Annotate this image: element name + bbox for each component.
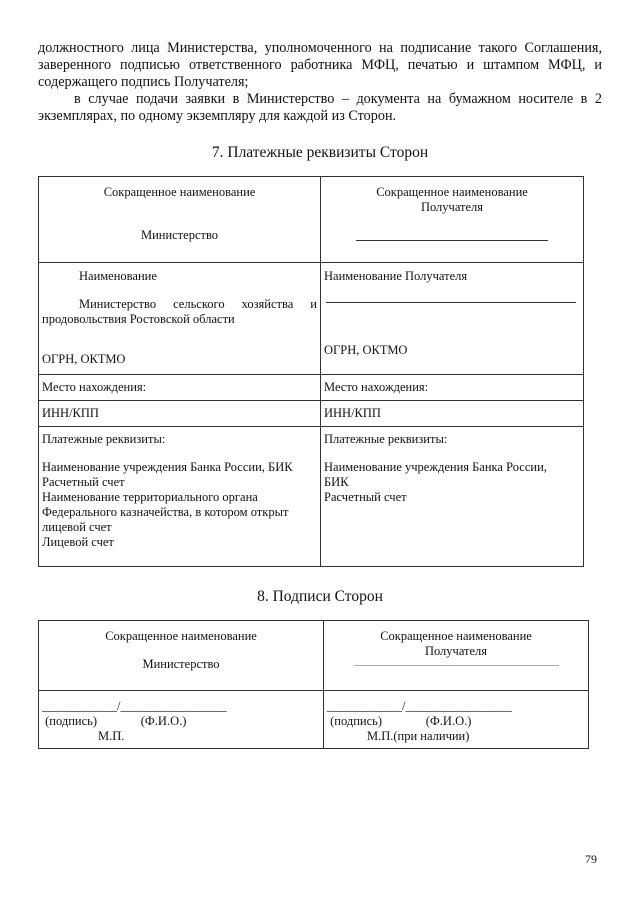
recipient-name-label: Наименование Получателя: [324, 269, 468, 283]
signature-line: ____________/_________________: [327, 699, 512, 713]
ministry-inn-cell: [39, 401, 321, 427]
ministry-short-name: Министерство: [140, 228, 219, 242]
payment-details-row: [39, 427, 584, 567]
payment-line: Лицевой счет: [42, 535, 114, 549]
recipient-signature-cell: [324, 691, 589, 749]
section-7-title: 7. Платежные реквизиты Сторон: [211, 144, 429, 161]
signature-lines-row: [39, 691, 589, 749]
payment-line: Наименование учреждения Банка России,: [324, 460, 547, 474]
inn-row: [39, 401, 584, 427]
short-name-label: Сокращенное наименование: [376, 185, 528, 199]
payment-line: Расчетный счет: [324, 490, 407, 504]
location-label: Место нахождения:: [324, 380, 429, 394]
inn-kpp-label: ИНН/КПП: [324, 406, 381, 420]
location-row: [39, 375, 584, 401]
ministry-signature-name-cell: [39, 621, 324, 691]
recipient-label: Получателя: [424, 644, 488, 658]
signature-caption: (подпись) (Ф.И.О.): [42, 714, 187, 728]
ministry-name-line-2: продовольствия Ростовской области: [42, 312, 235, 326]
recipient-name-blank: [326, 302, 576, 303]
payment-details-table: [38, 176, 584, 567]
ogrn-oktmo-label: ОГРН, ОКТМО: [324, 343, 408, 357]
recipient-short-name-blank: [354, 665, 559, 666]
recipient-inn-cell: [321, 401, 584, 427]
recipient-short-name-cell: [321, 177, 584, 263]
short-name-label: Сокращенное наименование: [105, 629, 257, 643]
section-8-title: 8. Подписи Сторон: [257, 588, 383, 605]
ministry-short-name-cell: [39, 177, 321, 263]
ministry-name-line-1: Министерство сельского хозяйства и: [79, 297, 317, 311]
stamp-label: М.П.: [98, 729, 125, 743]
location-label: Место нахождения:: [42, 380, 147, 394]
full-name-row: [39, 263, 584, 375]
recipient-full-name-cell: [321, 263, 584, 375]
recipient-label: Получателя: [420, 200, 484, 214]
ministry-full-name-cell: [39, 263, 321, 375]
recipient-signature-name-cell: [324, 621, 589, 691]
page-number: 79: [585, 852, 597, 866]
payment-details-label: Платежные реквизиты:: [324, 432, 448, 446]
inn-kpp-label: ИНН/КПП: [42, 406, 99, 420]
signature-names-row: [39, 621, 589, 691]
stamp-label: М.П.(при наличии): [367, 729, 470, 743]
recipient-short-name-blank: [356, 240, 548, 241]
payment-line: Федерального казначейства, в котором открыт: [42, 505, 289, 519]
short-name-row: [39, 177, 584, 263]
short-name-label: Сокращенное наименование: [380, 629, 532, 643]
ogrn-oktmo-label: ОГРН, ОКТМО: [42, 352, 126, 366]
ministry-location-cell: [39, 375, 321, 401]
ministry-signature-cell: [39, 691, 324, 749]
intro-paragraph-2: в случае подачи заявки в Министерство – документа на бумажном носителе в 2 экземплярах, по одному экземпляру для каждой из Сторон.: [38, 91, 602, 124]
signature-caption: (подпись) (Ф.И.О.): [327, 714, 472, 728]
signatures-table: [38, 620, 589, 749]
recipient-payment-cell: [321, 427, 584, 567]
recipient-location-cell: [321, 375, 584, 401]
payment-line: лицевой счет: [42, 520, 112, 534]
intro-paragraph-1: должностного лица Министерства, уполномоченного на подписание такого Соглашения, заверенного подписью ответственного работника МФЦ, печатью и штампом МФЦ, и содержащего подпись Получателя;: [38, 40, 602, 90]
payment-line: БИК: [324, 475, 349, 489]
payment-line: Наименование территориального органа: [42, 490, 258, 504]
payment-line: Наименование учреждения Банка России, БИК: [42, 460, 293, 474]
payment-line: Расчетный счет: [42, 475, 125, 489]
ministry-payment-cell: [39, 427, 321, 567]
short-name-label: Сокращенное наименование: [103, 185, 256, 199]
ministry-short-name: Министерство: [142, 657, 220, 671]
signature-line: ____________/_________________: [42, 699, 227, 713]
name-label: Наименование: [79, 269, 157, 283]
payment-details-label: Платежные реквизиты:: [42, 432, 166, 446]
